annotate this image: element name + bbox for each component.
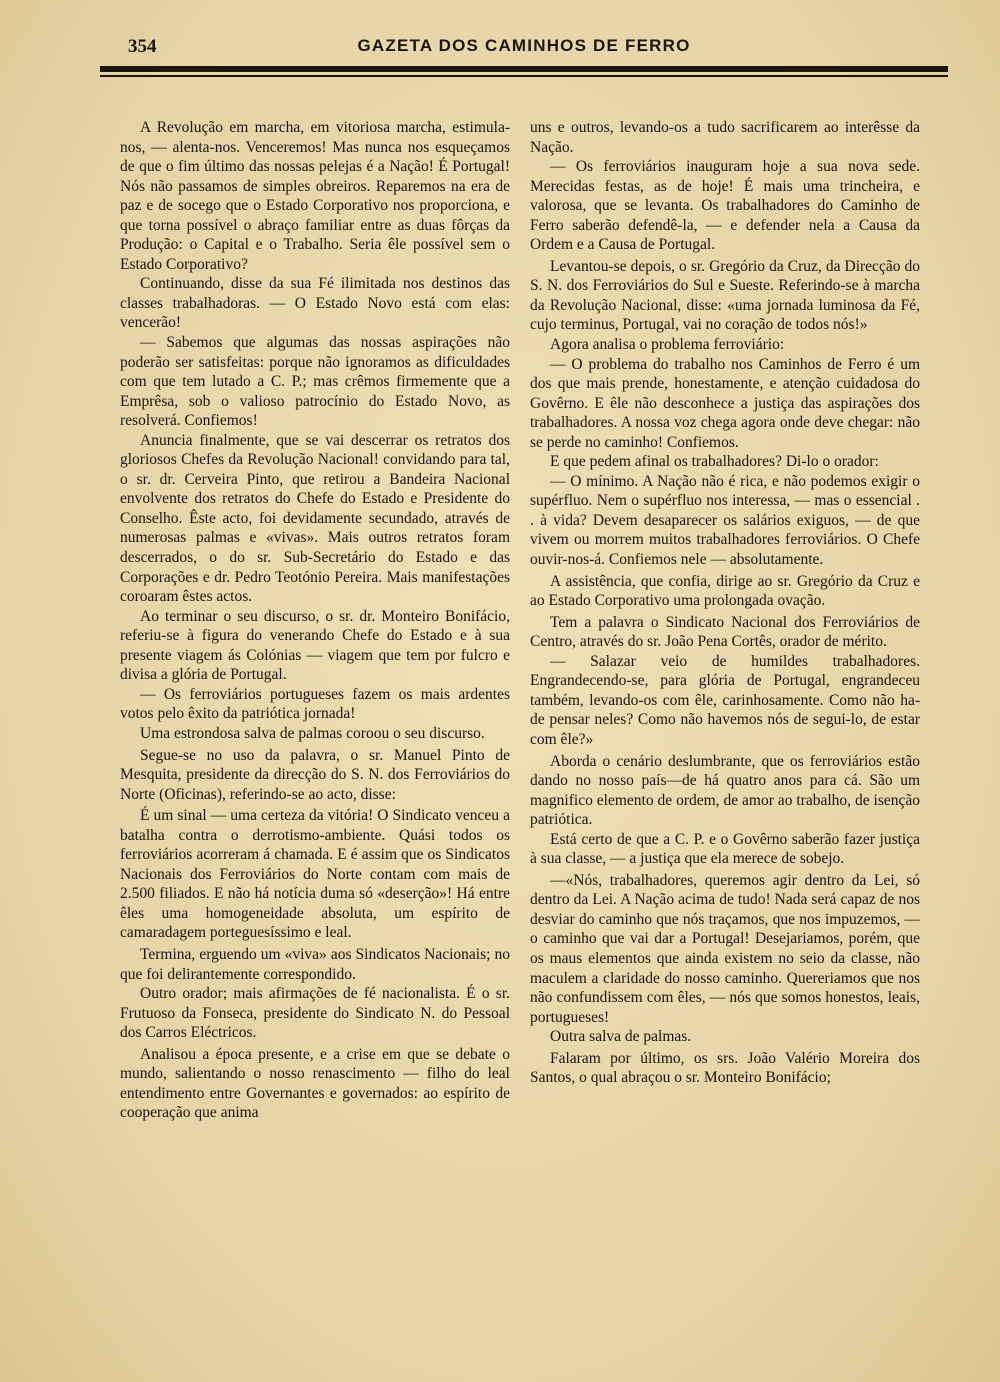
paragraph: Tem a palavra o Sindicato Nacional dos Ferroviários de Centro, através do sr. João Pena Cortês, orador de mérito.: [530, 613, 920, 651]
paragraph: — Sabemos que algumas das nossas aspirações não poderão ser satisfeitas: porque não ignoramos as dificuldades com que tem lutado a C. P.; mas crêmos firmemente que a Emprêsa, sob o valioso patrocínio do Estado Novo, as resolverá. Confiemos!: [120, 334, 510, 430]
left-column: [120, 118, 510, 1123]
paragraph: É um sinal — uma certeza da vitória! O Sindicato venceu a batalha contra o derrotismo-ambiente. Quási todos os ferroviários acorreram á chamada. E é assim que os Sindicatos Nacionais dos Ferroviários do Norte contam com mais de 2.500 filiados. E não há notícia duma só «deserção»! Há entre êles uma homogeneidade absoluta, um espírito de camaradagem porteguesíssimo e leal.: [120, 807, 510, 942]
paragraph: — Os ferroviários inauguram hoje a sua nova sede. Merecidas festas, as de hoje! É mais uma trincheira, e valorosa, que se levanta. Os trabalhadores do Caminho de Ferro saberão defendê-la, — e defender nela a Causa da Ordem e a Causa de Portugal.: [530, 158, 920, 254]
right-column: [530, 118, 920, 1088]
paragraph: Segue-se no uso da palavra, o sr. Manuel Pinto de Mesquita, presidente da direcção do S. N. dos Ferroviários do Norte (Oficinas), referindo-se ao acto, disse:: [120, 746, 510, 803]
paragraph: uns e outros, levando-os a tudo sacrificarem ao interêsse da Nação.: [530, 119, 920, 156]
page-number: 354: [128, 36, 157, 57]
paragraph: Outro orador; mais afirmações de fé nacionalista. É o sr. Frutuoso da Fonseca, presidente do Sindicato N. do Pessoal dos Carros Eléctricos.: [120, 985, 510, 1042]
paragraph: Termina, erguendo um «viva» aos Sindicatos Nacionais; no que foi delirantemente correspondido.: [120, 945, 510, 983]
paragraph: Está certo de que a C. P. e o Govêrno saberão fazer justiça à sua classe, — a justiça que ela merece de sobejo.: [530, 830, 920, 868]
paragraph: — Salazar veio de humildes trabalhadores. Engrandecendo-se, para glória de Portugal, engrandeceu também, levando-os com êle, carinhosamente. Como não ha-de pensar neles? Como não havemos nós de segui-lo, de estar com êle?»: [530, 652, 920, 748]
paragraph: Anuncia finalmente, que se vai descerrar os retratos dos gloriosos Chefes da Revolução Nacional! convidando para tal, o sr. dr. Cerveira Pinto, que retirou a Bandeira Nacional envolvente dos retratos do Chefe do Estado e Presidente do Conselho. Êste acto, foi devidamente secundado, através de numerosas palmas e «vivas». Mais outros retratos foram descerrados, o do sr. Sub-Secretário do Estado e das Corporações e dr. Pedro Teotónio Pereira. Mais manifestações coroaram êstes actos.: [120, 431, 510, 606]
paragraph: A Revolução em marcha, em vitoriosa marcha, estimula-nos, — alenta-nos. Venceremos! Mas nunca nos esqueçamos de que o fim último das nossas pelejas é a Nação! É Portugal! Nós não passamos de simples obreiros. Reparemos na era de paz e de socego que o Estado Corporativo nos proporciona, e que torna possível o abraço familiar entre as duas fôrças da Produção: o Capital e o Trabalho. Seria êle possível sem o Estado Corporativo?: [120, 119, 510, 273]
header-rule-thin: [100, 75, 948, 77]
paragraph: — O problema do trabalho nos Caminhos de Ferro é um dos que mais prende, honestamente, e atenção cuidadosa do Govêrno. E êle não desconhece a justiça das aspirações dos trabalhadores. A nossa voz chega agora onde deve chegar: não se perde no caminho! Confiemos.: [530, 355, 920, 451]
journal-title: GAZETA DOS CAMINHOS DE FERRO: [357, 36, 691, 55]
paragraph: A assistência, que confia, dirige ao sr. Gregório da Cruz e ao Estado Corporativo uma prolongada ovação.: [530, 572, 920, 610]
paragraph: — O mínimo. A Nação não é rica, e não podemos exigir o supérfluo. Nem o supérfluo nos interessa, — mas o essencial . . à vida? Devem desaparecer os salários exiguos, — de que vivem ou morrem muitos trabalhadores ferroviários. O Chefe ouvir-nos-á. Confiemos nele — absolutamente.: [530, 472, 920, 569]
paragraph: Analisou a época presente, e a crise em que se debate o mundo, salientando o nosso renascimento — filho do leal entendimento entre Governantes e governados: ao espírito de cooperação que anima: [120, 1045, 510, 1122]
header-rule-thick: [100, 66, 948, 72]
paragraph: Falaram por último, os srs. João Valério Moreira dos Santos, o qual abraçou o sr. Monteiro Bonifácio;: [530, 1049, 920, 1087]
paragraph: — Os ferroviários portugueses fazem os mais ardentes votos pelo êxito da patriótica jornada!: [120, 685, 510, 723]
paragraph: —«Nós, trabalhadores, queremos agir dentro da Lei, só dentro da Lei. A Nação acima de tudo! Nada será capaz de nos desviar do caminho que nós traçamos, que nos impuzemos, — o caminho que vai dar a Portugal! Desejariamos, porém, que os maus elementos que ainda existem no seio da classe, não maculem a claridade do nosso caminho. Quereriamos que nos não confundissem com êles, — nós que somos honestos, leais, portugueses!: [530, 871, 920, 1026]
paragraph: Levantou-se depois, o sr. Gregório da Cruz, da Direcção do S. N. dos Ferroviários do Sul e Sueste. Referindo-se à marcha da Revolução Nacional, disse: «uma jornada luminosa da Fé, cujo terminus, Portugal, vai no coração de todos nós!»: [530, 257, 920, 334]
paragraph: Continuando, disse da sua Fé ilimitada nos destinos das classes trabalhadoras. — O Estado Novo está com elas: vencerão!: [120, 275, 510, 332]
paragraph: Uma estrondosa salva de palmas coroou o seu discurso.: [140, 724, 485, 742]
paragraph: Ao terminar o seu discurso, o sr. dr. Monteiro Bonifácio, referiu-se à figura do venerando Chefe do Estado e à sua presente viagem ás Colónias — viagem que tem por fulcro e divisa a glória de Portugal.: [120, 607, 510, 684]
paragraph: Aborda o cenário deslumbrante, que os ferroviários estão dando no nosso país—de há quatro anos para cá. São um magnifico elemento de ordem, de amor ao trabalho, de isenção patriótica.: [530, 752, 920, 829]
paragraph: Outra salva de palmas.: [550, 1028, 692, 1046]
paragraph: E que pedem afinal os trabalhadores? Di-lo o orador:: [550, 453, 879, 471]
paragraph: Agora analisa o problema ferroviário:: [550, 336, 785, 354]
page-header: [100, 30, 948, 70]
